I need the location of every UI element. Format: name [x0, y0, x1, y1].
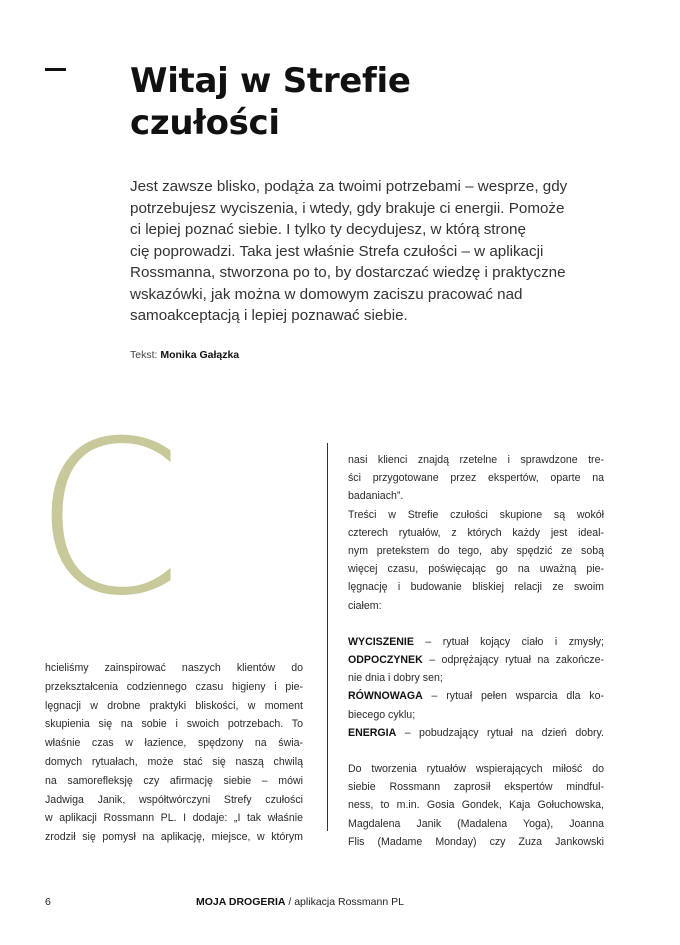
body-line: przekształcenia codziennego czasu higieny i pie- — [45, 680, 303, 693]
left-column — [45, 659, 303, 847]
drop-cap: C — [34, 395, 183, 642]
lead-line: potrzebujesz wyciszenia, i wtedy, gdy brakuje ci energii. Pomoże — [130, 199, 565, 217]
footer-title — [196, 896, 404, 908]
byline — [130, 349, 239, 361]
body-line: zrodził się pomysł na aplikację, miejsce, w którym — [45, 831, 303, 844]
right-column — [348, 451, 604, 851]
ritual-term: RÓWNOWAGA — [348, 690, 423, 703]
ritual-term: WYCISZENIE — [348, 635, 414, 648]
body-line: lęgnację i budowanie bliskiej relacji ze swoim — [348, 581, 604, 594]
body-line: Jadwiga Janik, współtwórczyni Strefy czułości — [45, 793, 303, 806]
body-line: biecego cyklu; — [348, 708, 416, 721]
lead-line: cię poprowadzi. Taka jest właśnie Strefa czułości – w aplikacji — [130, 242, 544, 260]
body-line: Do tworzenia rytuałów wspierających miłość do — [348, 763, 604, 776]
lead-line: Jest zawsze blisko, podąża za twoimi potrzebami – wesprze, gdy — [130, 178, 568, 195]
footer-section: aplikacja Rossmann PL — [294, 896, 404, 908]
body-line: Treści w Strefie czułości skupione są wokół — [348, 508, 604, 521]
ritual-desc: – rytuał kojący ciało i zmysły; — [413, 635, 604, 648]
article-title — [130, 60, 550, 144]
body-line: czterech rytuałów, z których każdy jest ideal- — [348, 526, 604, 539]
body-line: nie dnia i dobry sen; — [348, 672, 443, 685]
body-line: ness, to m.in. Gosia Gondek, Kaja Gołuchowska, — [348, 799, 604, 812]
ritual-term: ODPOCZYNEK — [348, 654, 423, 667]
body-line: siebie Rossmann zaprosił ekspertów mindful- — [348, 781, 604, 794]
ritual-item — [348, 724, 604, 742]
body-line: skupienia się na sobie i swoich potrzebach. To — [45, 718, 303, 731]
body-line: lęgnacji w drobne praktyki bliskości, w moment — [45, 699, 303, 712]
ritual-item — [348, 651, 604, 669]
title-line: Witaj w Strefie — [130, 61, 411, 101]
body-line: właśnie czas w łazience, spędzony na świa- — [45, 737, 303, 750]
body-line: ści przygotowane przez ekspertów, oparte na — [348, 472, 604, 485]
body-line: nasi klienci znajdą rzetelne i sprawdzone tre- — [348, 454, 604, 466]
ritual-desc: – rytuał pełen wsparcia dla ko- — [422, 690, 604, 703]
lead-paragraph — [130, 176, 600, 327]
body-line: domych rytuałach, może stać się naszą chwilą — [45, 755, 303, 768]
body-line: nym pretekstem do tego, aby spędzić ze sobą — [348, 545, 604, 558]
magazine-name: MOJA DROGERIA — [196, 896, 286, 908]
lead-line: wskazówki, jak można w domowym zaciszu pracować nad — [130, 285, 523, 303]
ritual-desc: – odprężający rytuał na zakończe- — [422, 654, 604, 667]
ritual-term: ENERGIA — [348, 726, 397, 739]
body-line: hcieliśmy zainspirować naszych klientów do — [45, 662, 303, 674]
body-line: więcej czasu, poświęcając go na uważną pie- — [348, 563, 604, 576]
page-number: 6 — [45, 896, 51, 908]
paragraph-gap — [348, 615, 604, 633]
body-line: badaniach”. — [348, 490, 404, 503]
paragraph-gap — [348, 742, 604, 760]
lead-line: Rossmanna, stworzona po to, by dostarczać wiedzę i praktyczne — [130, 264, 566, 281]
ritual-item — [348, 687, 604, 705]
decorative-dash — [45, 68, 66, 71]
title-line: czułości — [130, 103, 280, 143]
footer-separator: / — [285, 896, 295, 908]
ritual-desc: – pobudzający rytuał na dzień dobry. — [396, 726, 604, 739]
lead-line: ci lepiej poznać siebie. I tylko ty decydujesz, w którą stronę — [130, 221, 526, 238]
body-line: w aplikacji Rossmann PL. I dodaje: „I tak właśnie — [45, 812, 303, 825]
byline-author: Monika Gałązka — [160, 349, 240, 361]
byline-label: Tekst: — [130, 349, 158, 361]
body-line: Magdalena Janik (Madalena Yoga), Joanna — [348, 817, 604, 830]
lead-line: samoakceptacją i lepiej poznawać siebie. — [130, 307, 408, 324]
body-line: na samorefleksję czy afirmację siebie – mówi — [45, 774, 303, 787]
ritual-item — [348, 633, 604, 651]
body-line: Flis (Madame Monday) czy Zuza Jankowski — [348, 835, 604, 848]
body-line: ciałem: — [348, 599, 382, 612]
column-divider — [327, 443, 328, 831]
